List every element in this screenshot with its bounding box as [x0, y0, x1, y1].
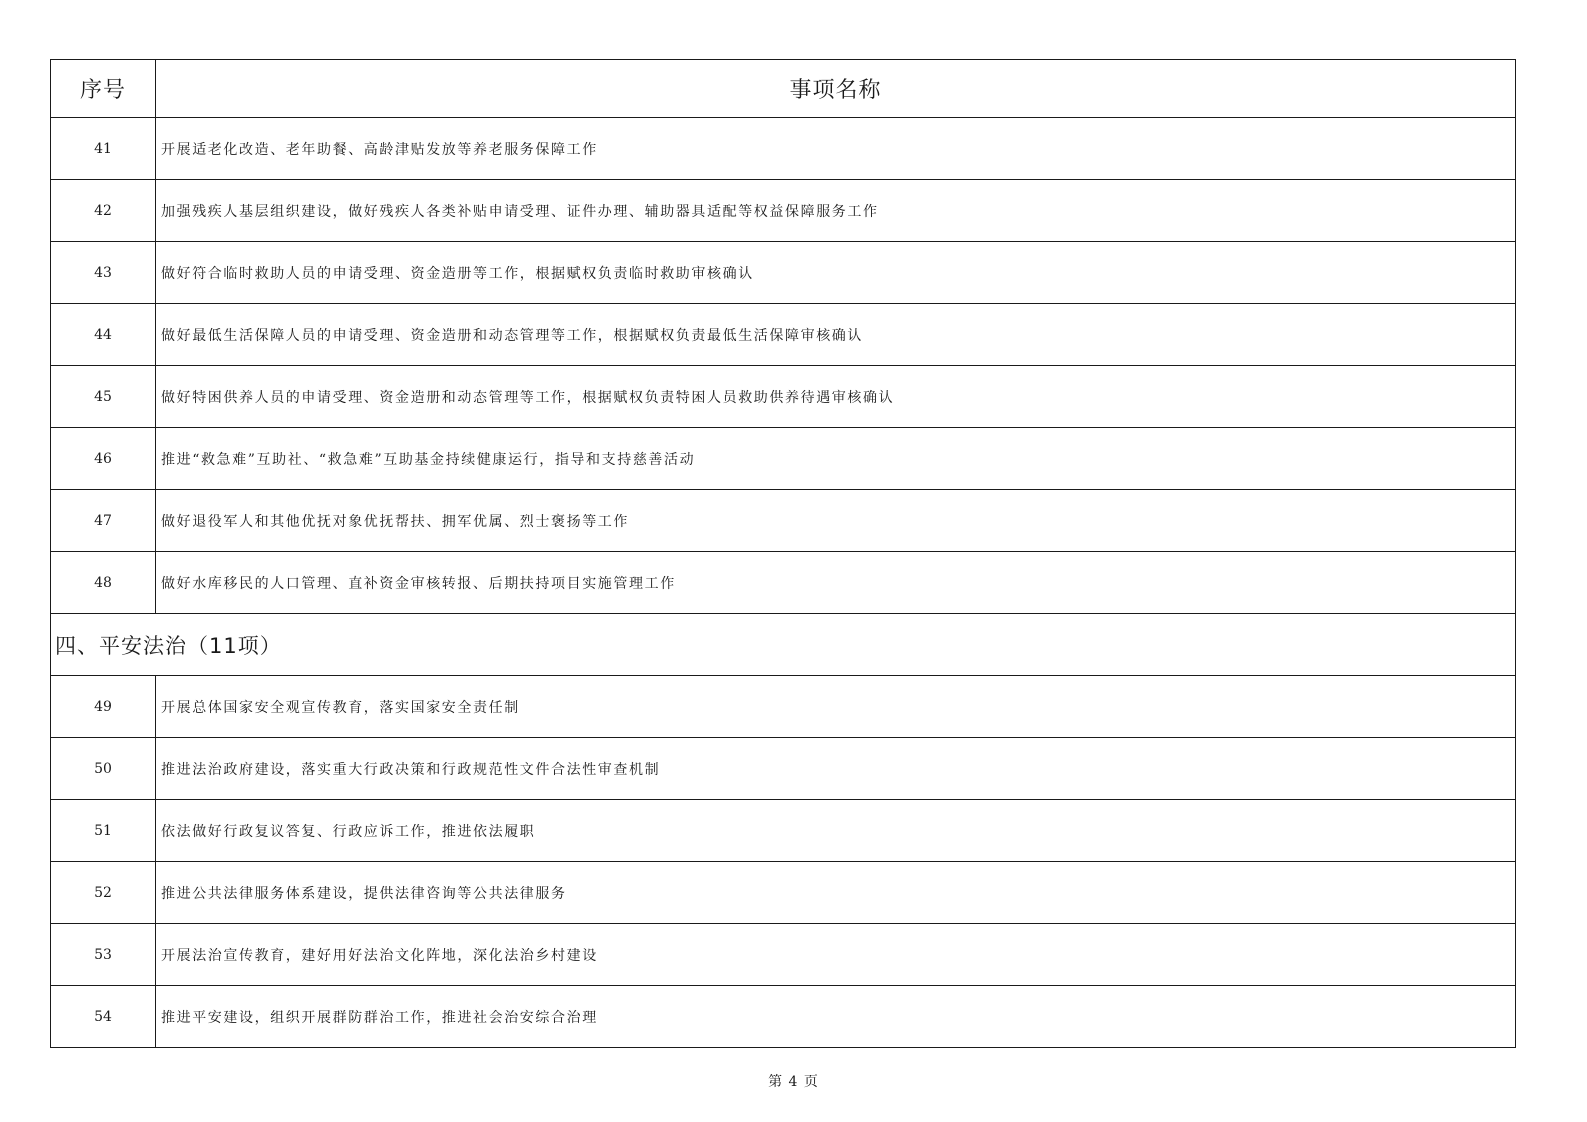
row-number: 42	[51, 180, 156, 242]
row-number: 54	[51, 986, 156, 1048]
table-row	[51, 676, 1516, 738]
row-number: 49	[51, 676, 156, 738]
table-header-row	[51, 60, 1516, 118]
row-number: 53	[51, 924, 156, 986]
page-number: 第 4 页	[768, 1074, 819, 1090]
matters-table	[50, 59, 1516, 1048]
row-number: 41	[51, 118, 156, 180]
row-item-name: 开展总体国家安全观宣传教育，落实国家安全责任制	[156, 676, 1516, 738]
row-number: 52	[51, 862, 156, 924]
table-row	[51, 242, 1516, 304]
header-item-name: 事项名称	[156, 60, 1516, 118]
row-number: 51	[51, 800, 156, 862]
table-row	[51, 428, 1516, 490]
table-row	[51, 304, 1516, 366]
table-row	[51, 738, 1516, 800]
row-item-name: 做好符合临时救助人员的申请受理、资金造册等工作，根据赋权负责临时救助审核确认	[156, 242, 1516, 304]
table-row	[51, 552, 1516, 614]
row-item-name: 做好特困供养人员的申请受理、资金造册和动态管理等工作，根据赋权负责特困人员救助供养待遇审核确认	[156, 366, 1516, 428]
row-item-name: 加强残疾人基层组织建设，做好残疾人各类补贴申请受理、证件办理、辅助器具适配等权益保障服务工作	[156, 180, 1516, 242]
row-number: 44	[51, 304, 156, 366]
table-row	[51, 800, 1516, 862]
row-number: 50	[51, 738, 156, 800]
row-item-name: 推进“救急难”互助社、“救急难”互助基金持续健康运行，指导和支持慈善活动	[156, 428, 1516, 490]
row-item-name: 开展法治宣传教育，建好用好法治文化阵地，深化法治乡村建设	[156, 924, 1516, 986]
table-row	[51, 490, 1516, 552]
row-item-name: 推进公共法律服务体系建设，提供法律咨询等公共法律服务	[156, 862, 1516, 924]
row-item-name: 推进平安建设，组织开展群防群治工作，推进社会治安综合治理	[156, 986, 1516, 1048]
row-item-name: 依法做好行政复议答复、行政应诉工作，推进依法履职	[156, 800, 1516, 862]
row-item-name: 做好退役军人和其他优抚对象优抚帮扶、拥军优属、烈士褒扬等工作	[156, 490, 1516, 552]
table-row	[51, 180, 1516, 242]
section-heading-row	[51, 614, 1516, 676]
row-item-name: 推进法治政府建设，落实重大行政决策和行政规范性文件合法性审查机制	[156, 738, 1516, 800]
table-row	[51, 986, 1516, 1048]
row-item-name: 做好最低生活保障人员的申请受理、资金造册和动态管理等工作，根据赋权负责最低生活保障审核确认	[156, 304, 1516, 366]
table-row	[51, 118, 1516, 180]
row-item-name: 开展适老化改造、老年助餐、高龄津贴发放等养老服务保障工作	[156, 118, 1516, 180]
table-row	[51, 924, 1516, 986]
row-number: 48	[51, 552, 156, 614]
row-number: 47	[51, 490, 156, 552]
row-number: 45	[51, 366, 156, 428]
row-number: 46	[51, 428, 156, 490]
table-row	[51, 862, 1516, 924]
section-heading: 四、平安法治（11项）	[51, 614, 1516, 676]
row-number: 43	[51, 242, 156, 304]
row-item-name: 做好水库移民的人口管理、直补资金审核转报、后期扶持项目实施管理工作	[156, 552, 1516, 614]
table-row	[51, 366, 1516, 428]
header-serial-number: 序号	[51, 60, 156, 118]
